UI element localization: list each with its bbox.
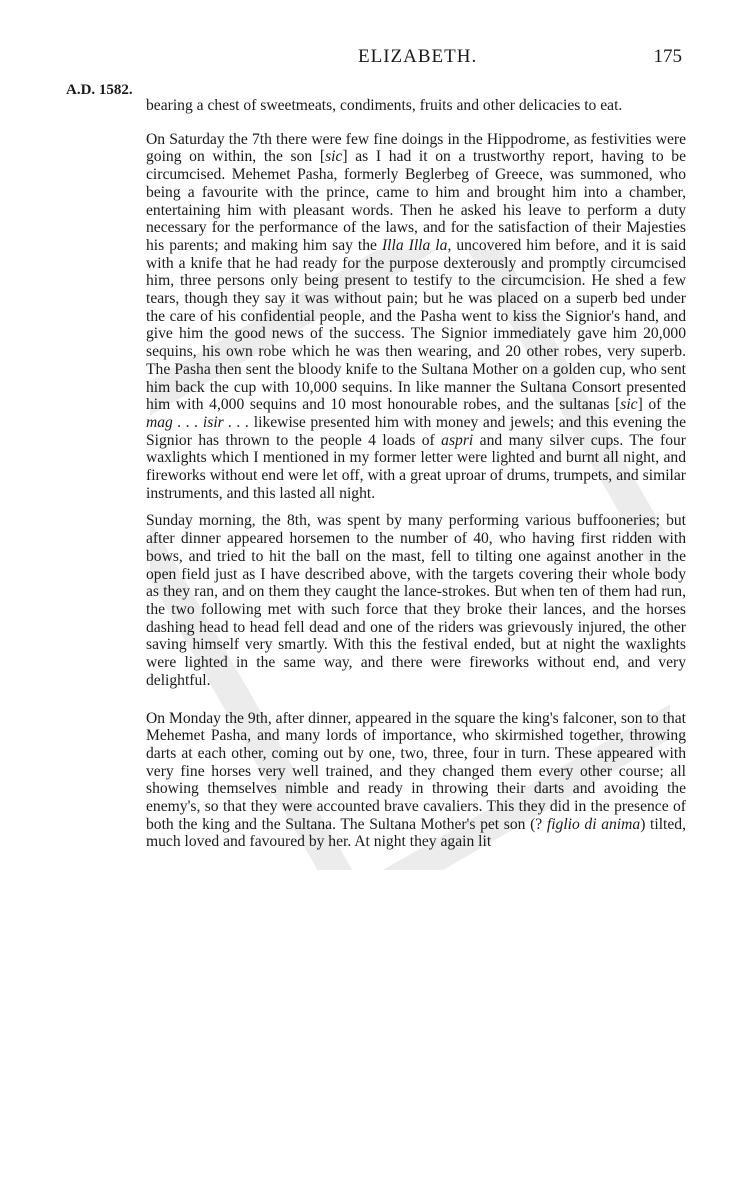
- paragraph-4: [146, 710, 686, 852]
- text-run: ) tilted, much loved and favoured by her. At night they again lit: [146, 815, 686, 851]
- text-run: ] as I had it on a trustworthy report, having to be circumcised. Mehemet Pasha, formerly Beglerbeg of Greece, was summoned, who being a favourite with the prince, came to him and brought him into a chamber, entertaining him with pleasant words. Then he asked his leave to perform a duty necessary for the performance of the laws, and for the satisfaction of their Majesties his parents; and making him say the: [146, 148, 687, 254]
- running-title: ELIZABETH.: [358, 46, 478, 67]
- page-number: 175: [653, 46, 682, 67]
- text-run: bearing a chest of sweetmeats, condiments, fruits and other delicacies to eat.: [146, 97, 623, 114]
- page-header: [0, 46, 748, 70]
- italic-run: mag . . . isir . . .: [146, 413, 250, 431]
- paragraph-3: [146, 512, 686, 689]
- text-run: ] of the: [637, 396, 687, 414]
- italic-run: figlio di anima: [546, 815, 641, 833]
- paragraph-1: [146, 97, 686, 115]
- text-run: Sunday morning, the 8th, was spent by many performing various buffooneries; but after dinner appeared horsemen to the number of 40, who having first ridden with bows, and tried to hit the ball on the mast, fell to tilting one against another in the open field just as I have described above, with the targets covering their whole body as they ran, and on them they caught the lance-strokes. But when ten of them had run, the two following met with such force that they broke their lances, and the horses dashing head to head fell dead and one of the riders was grievously injured, the other saving himself very smartly. With this the festival ended, but at night the waxlights were lighted in the same way, and there were fireworks without end, and very delightful.: [146, 512, 686, 689]
- text-run: and many silver cups. The four waxlights which I mentioned in my former letter were lighted and burnt all night, and fireworks without end were let off, with a great uproar of drums, trumpets, and similar instruments, and this lasted all night.: [146, 431, 687, 502]
- text-run: , uncovered him before, and it is said with a knife that he had ready for the purpose dexterously and promptly circumcised him, three persons only being present to testify to the circumcision. He shed a few tears, though they say it was without pain; but he was placed on a superb bed under the care of his confidential people, and the Pasha went to kiss the Signior's hand, and give him the good news of the success. The Signior immediately gave him 20,000 sequins, his own robe which he was then wearing, and 20 other robes, very superb. The Pasha then sent the bloody knife to the Sultana Mother on a golden cup, who sent him back the cup with 10,000 sequins. In like manner the Sultana Consort presented him with 4,000 sequins and 10 most honourable robes, and the sultanas [: [146, 236, 686, 414]
- italic-run: Illa Illa la: [381, 236, 448, 254]
- italic-run: aspri: [441, 431, 474, 449]
- body-text: [146, 97, 686, 851]
- text-run: likewise presented him with money and jewels; and this evening the Signior has thrown to the people 4 loads of: [146, 413, 686, 449]
- text-run: On Saturday the 7th there were few fine doings in the Hippodrome, as festivities were going on within, the son [: [146, 130, 686, 166]
- paragraph-2: [146, 131, 686, 503]
- margin-year: A.D. 1582.: [66, 82, 133, 98]
- text-run: On Monday the 9th, after dinner, appeared in the square the king's falconer, son to that Mehemet Pasha, and many lords of importance, who skirmished together, throwing darts at each other, coming out by one, two, three, four in turn. These appeared with very fine horses very well trained, and they changed them every other course; all showing themselves nimble and ready in throwing their darts and avoiding the enemy's, so that they were accounted brave cavaliers. This they did in the presence of both the king and the Sultana. The Sultana Mother's pet son (?: [146, 709, 686, 833]
- italic-run: sic: [620, 396, 638, 414]
- italic-run: sic: [325, 148, 343, 166]
